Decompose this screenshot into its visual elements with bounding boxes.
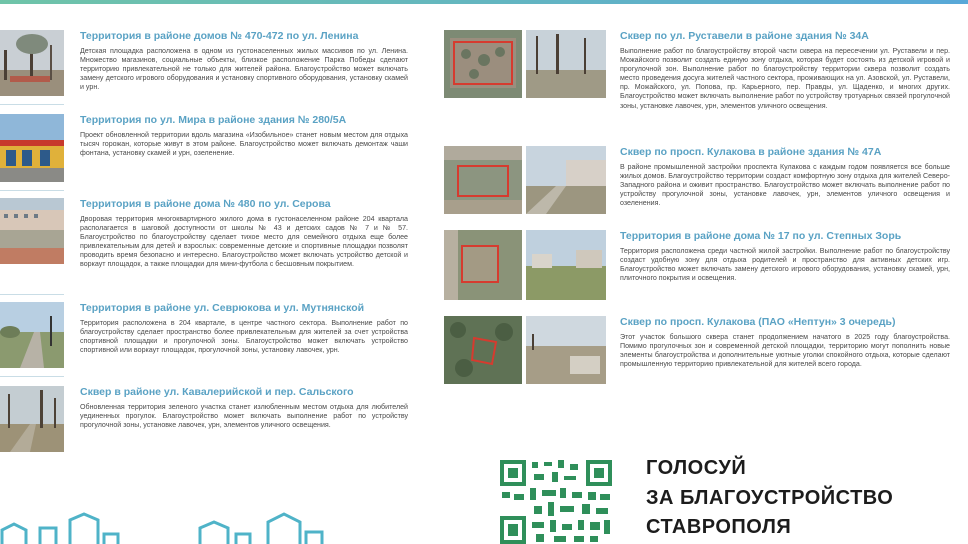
photo-kavaleriyskaya-square	[0, 386, 64, 452]
slogan-line-3: СТАВРОПОЛЯ	[646, 516, 792, 538]
slogan-line-2: ЗА БЛАГОУСТРОЙСТВО	[646, 487, 894, 509]
photo-aerial-icon	[444, 30, 522, 98]
entry-title: Территория в районе домов № 470-472 по ул. Ленина	[80, 30, 359, 42]
divider	[0, 294, 64, 295]
photo-kulakova-47a-ground	[526, 146, 606, 214]
photo-park-icon	[0, 30, 64, 96]
qr-code-icon	[498, 458, 614, 544]
entry-description: Территория расположена в 204 квартале, в центре частного сектора. Выполнение работ по благоустройству сделает пространство более привлекательным для жителей за счет устройства спортивной площадки и прогулочной зоны. Благоустройство может включать устройство спортивной или воркаут площадок, прогулочной зоны, установку лавочек, урн.	[80, 319, 408, 355]
entry-description: Выполнение работ по благоустройству второй части сквера на пересечении ул. Руставели и пер. Можайского позволит создать единую зону отдыха, которая будет состоять из детской игровой и прогулочной зон. Выполнение работ по благоустройству территории сквера позволит создать место проведения досуга жителей частного сектора, проживающих на ул. Азовской, ул. Руставели, пр. Можайского, ул. Попова, пр. Карьерного, пер. Правды, ул. Щаденко, и многих других. Благоустройство может включать выполнение работ по устройству тротуарных связей прогулочной зоны, установке лавочек, урн, элементов уличного освещения.	[620, 47, 950, 110]
entry-description: Детская площадка расположена в одном из густонаселенных жилых массивов по ул. Ленина. Множество магазинов, социальные объекты, близкое расположение Парка Победы сделают территорию привлекательной не только для жителей района. Благоустройство может включать замену детского игрового оборудования и установку спортивного оборудования, установку скамей и урн.	[80, 47, 408, 92]
photo-serova-yard	[0, 198, 64, 264]
photo-yard-icon	[0, 198, 64, 264]
entry-title: Территория в районе дома № 480 по ул. Серова	[80, 198, 331, 210]
entry-title: Сквер в районе ул. Кавалерийской и пер. Сальского	[80, 386, 354, 398]
photo-mira-store	[0, 114, 64, 182]
photo-park-icon	[526, 230, 606, 300]
entry-description: Территория расположена среди частной жилой застройки. Выполнение работ по благоустройству создаст удобную зону для отдыха родителей и пространство для активных детских игр. Благоустройство может включать замену детского игрового оборудования, установку скамей, урн, плиточного покрытия и освещения.	[620, 247, 950, 283]
photo-kulakova-neptun-aerial	[444, 316, 522, 384]
entry-description: Этот участок большого сквера станет продолжением начатого в 2025 году благоустройства. Помимо прогулочных зон и современной детской площадки, территорию могут пополнить новые элементы благоустройства и дополнительные уютные уголки спокойного отдыха, которые сделают промышленную территорию привлекательной для жителей всего города.	[620, 333, 950, 369]
photo-aerial-icon	[444, 146, 522, 214]
divider	[0, 376, 64, 377]
photo-sevryukova-street	[0, 302, 64, 368]
entry-description: Дворовая территория многоквартирного жилого дома в густонаселенном районе 204 квартала располагается в шаговой доступности от школы № 43 и детских садов № 7 и № 57. Благоустройство по благоустройству сделает тихое место для семейного отдыха еще более привлекательным для детей и взрослых: современные детские и спортивные площадки позволят проводить время безопасно и интересно. Благоустройство может включать устройство детской и воркаут площадок, а также площадки для мини-футбола с бесшовным покрытием.	[80, 215, 408, 269]
top-accent-stripe	[0, 0, 968, 4]
entry-description: В районе промышленной застройки проспекта Кулакова с каждым годом появляется все больше жилых домов. Благоустройство территории создаст комфортную зону отдыха для жителей Северо-Западного района и оживит пространство. Благоустройство может включать выполнение работ по устройству прогулочной зоны, установке лавочек, урн, элементов уличного освещения и озеленения.	[620, 163, 950, 208]
photo-rustaveli-aerial	[444, 30, 522, 98]
entry-title: Сквер по просп. Кулакова в районе здания № 47А	[620, 146, 882, 158]
qr-code[interactable]	[498, 458, 614, 544]
photo-field-icon	[526, 316, 606, 384]
photo-stepnyh-zor-aerial	[444, 230, 522, 300]
entry-title: Территория по ул. Мира в районе здания № 280/5А	[80, 114, 347, 126]
entry-title: Территория в районе дома № 17 по ул. Степных Зорь	[620, 230, 902, 242]
photo-lenina-playground	[0, 30, 64, 96]
photo-street-icon	[526, 146, 606, 214]
divider	[0, 104, 64, 105]
photo-rustaveli-ground	[526, 30, 606, 98]
city-skyline-decoration	[0, 500, 340, 544]
entry-description: Проект обновленной территории вдоль магазина «Изобильное» станет новым местом для отдыха тысяч горожан, которые живут в этом районе. Благоустройство может включать демонтаж чаши фонтана, установку скамей и урн, озеленение.	[80, 131, 408, 158]
entry-title: Сквер по ул. Руставели в районе здания № 34А	[620, 30, 869, 42]
photo-trees-icon	[0, 386, 64, 452]
photo-store-icon	[0, 114, 64, 182]
photo-kulakova-47a-aerial	[444, 146, 522, 214]
entry-title: Территория в районе ул. Севрюкова и ул. Мутнянской	[80, 302, 365, 314]
photo-aerial-icon	[444, 316, 522, 384]
photo-street-icon	[0, 302, 64, 368]
entry-title: Сквер по просп. Кулакова (ПАО «Нептун» 3 очередь)	[620, 316, 896, 328]
photo-trees-icon	[526, 30, 606, 98]
city-skyline-icon	[0, 500, 340, 544]
slogan-line-1: ГОЛОСУЙ	[646, 457, 747, 479]
photo-kulakova-neptun-ground	[526, 316, 606, 384]
entry-description: Обновленная территория зеленого участка станет излюбленным местом отдыха для любителей уединенных прогулок. Благоустройство может включать выполнение работ по устройству прогулочной зоны, установке лавочек, урн, элементов уличного освещения.	[80, 403, 408, 430]
divider	[0, 190, 64, 191]
photo-aerial-icon	[444, 230, 522, 300]
photo-stepnyh-zor-ground	[526, 230, 606, 300]
